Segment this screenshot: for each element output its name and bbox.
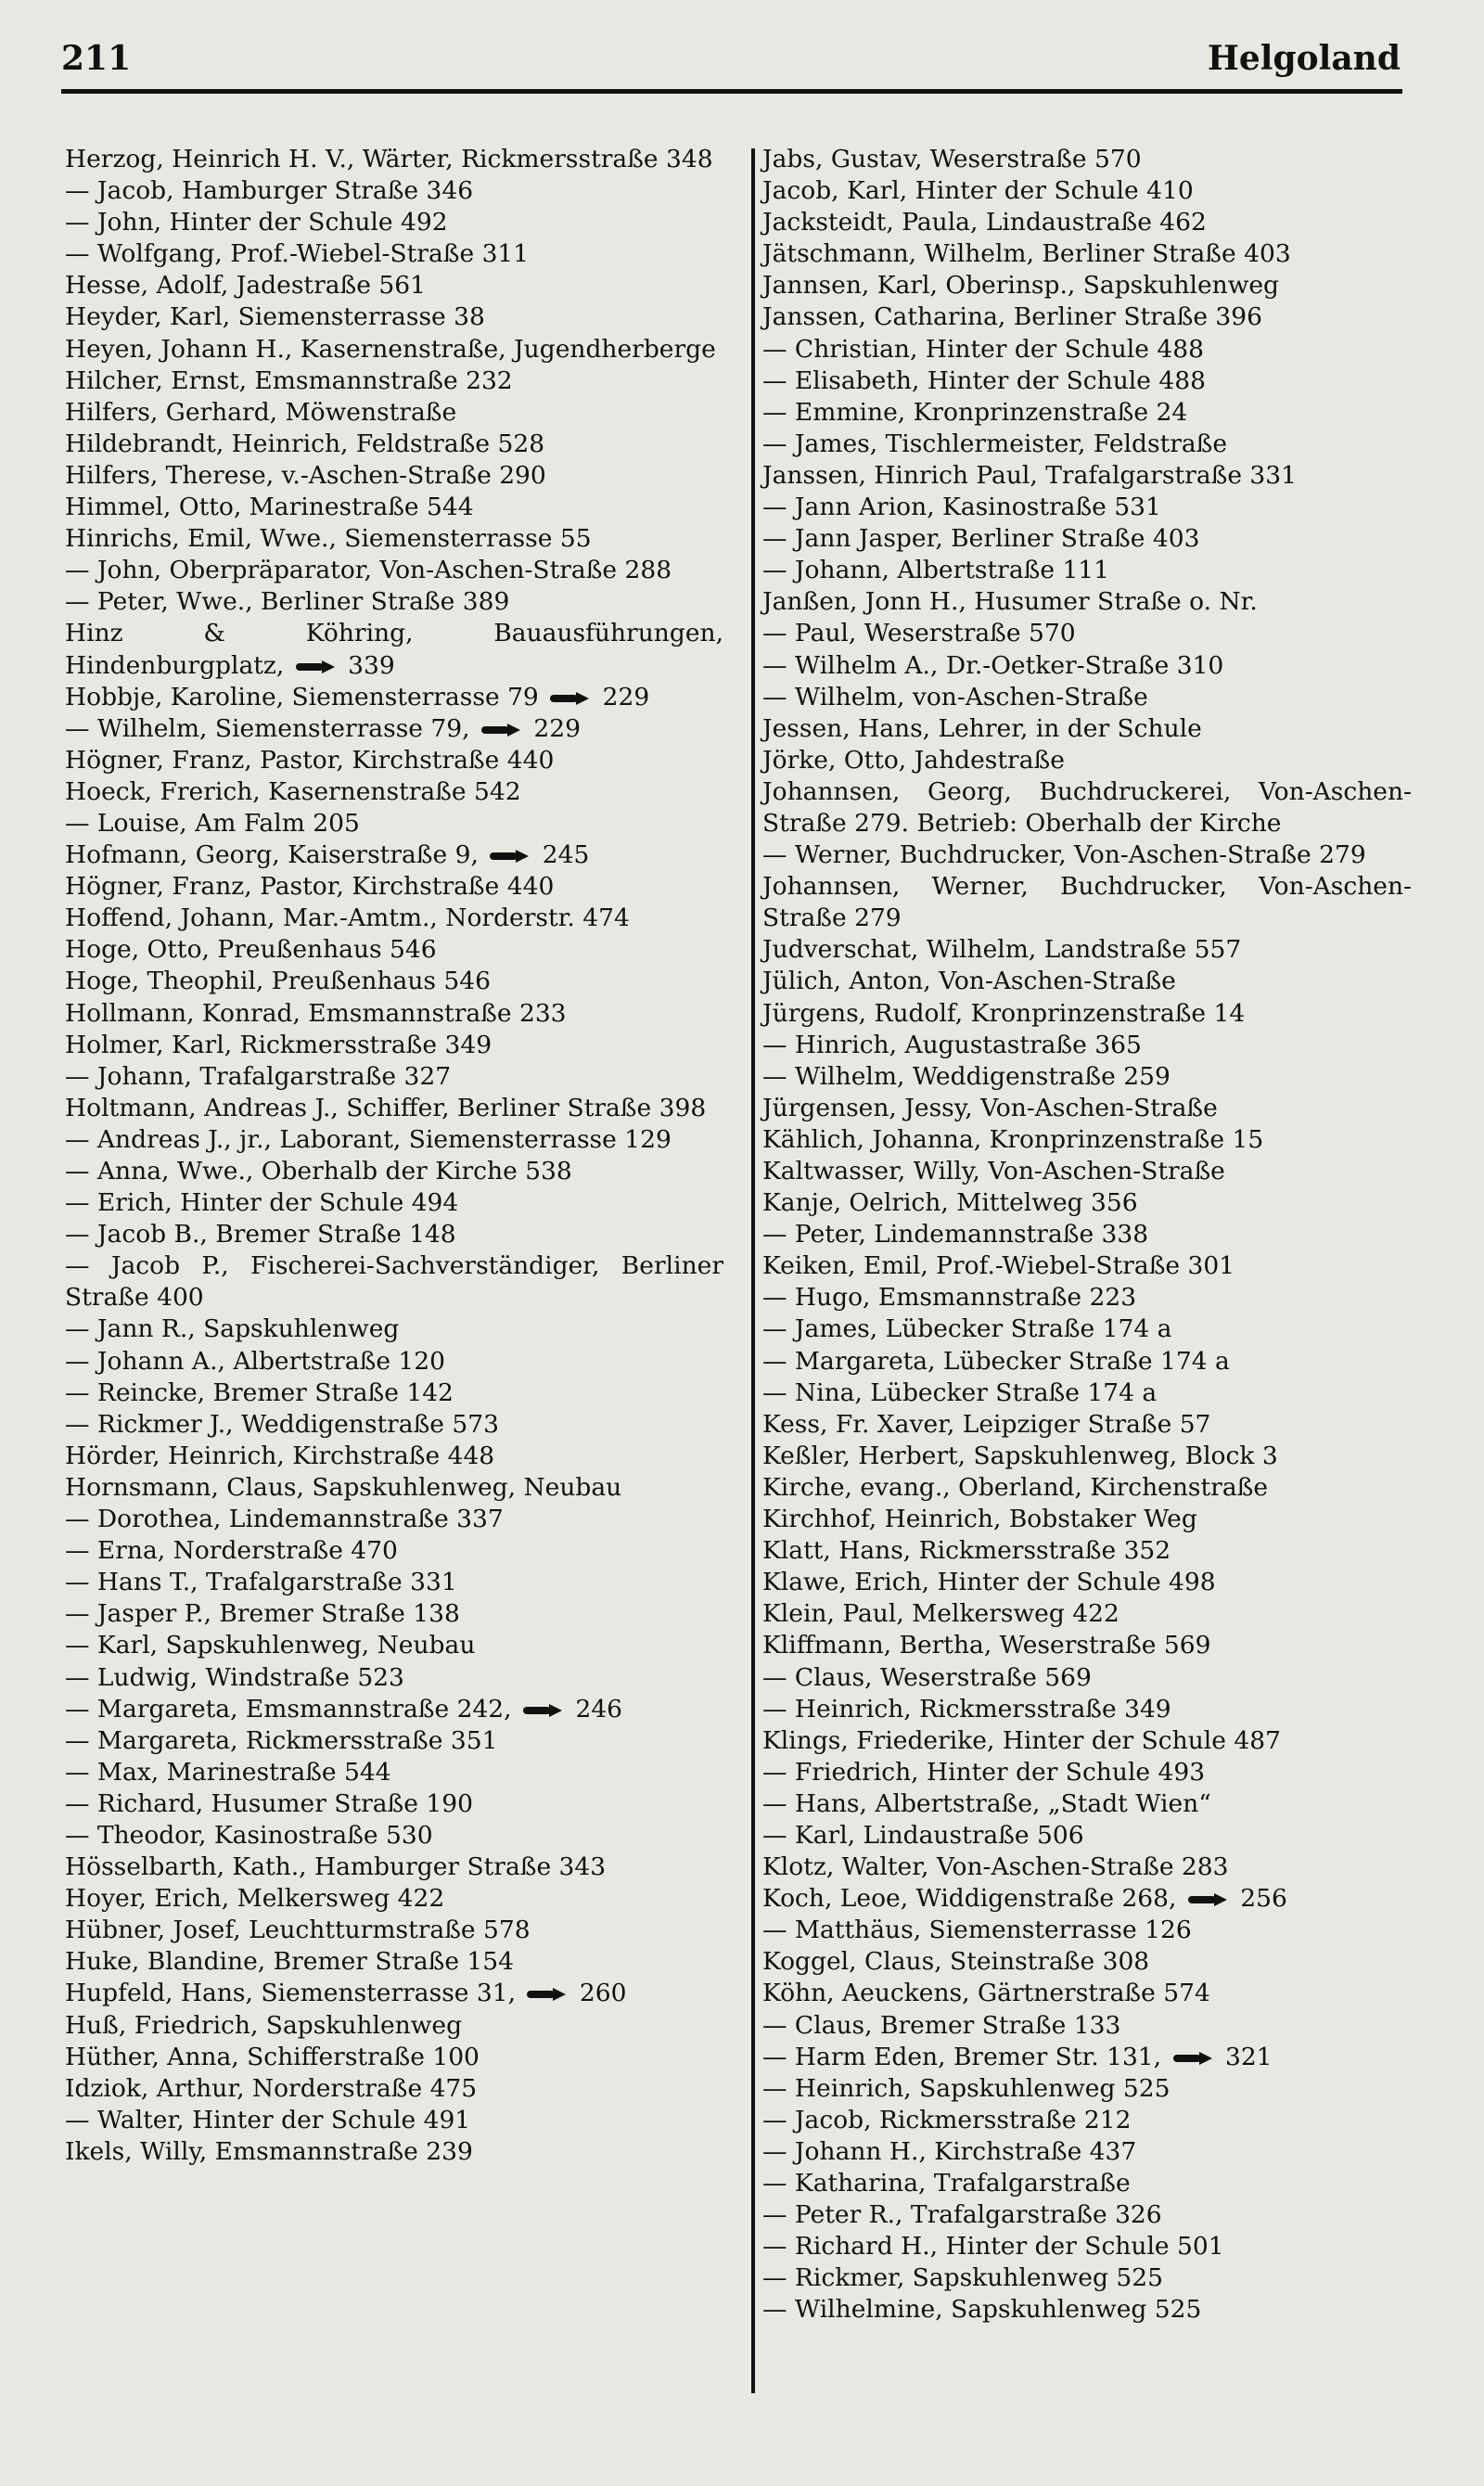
running-head: Helgoland [1207, 39, 1401, 78]
directory-entry: Hofmann, Georg, Kaiserstraße 9, 245 [65, 840, 590, 870]
left-column [65, 144, 723, 2168]
directory-entry: Jabs, Gustav, Weserstraße 570 [762, 145, 1142, 173]
directory-entry: — Wilhelm, Weddigenstraße 259 [762, 1061, 1171, 1091]
directory-entry: — Erna, Norderstraße 470 [65, 1536, 398, 1566]
directory-entry: Hinrichs, Emil, Wwe., Siemensterrasse 55 [65, 524, 592, 554]
directory-entry: — James, Tischlermeister, Feldstraße [762, 429, 1228, 458]
telephone-icon [1173, 2052, 1214, 2065]
directory-entry: — Richard, Husumer Straße 190 [65, 1788, 473, 1818]
telephone-icon [481, 724, 522, 737]
directory-entry: Hoge, Theophil, Preußenhaus 546 [65, 967, 492, 996]
directory-entry: Janßen, Jonn H., Husumer Straße o. Nr. [762, 587, 1258, 617]
directory-entry: Jacob, Karl, Hinter der Schule 410 [762, 176, 1194, 206]
directory-entry: — Hans, Albertstraße, „Stadt Wien“ [762, 1788, 1211, 1818]
directory-entry: Hildebrandt, Heinrich, Feldstraße 528 [65, 429, 545, 458]
directory-entry: — Theodor, Kasinostraße 530 [65, 1820, 433, 1850]
directory-entry: Hörder, Heinrich, Kirchstraße 448 [65, 1441, 495, 1470]
directory-entry: — Anna, Wwe., Oberhalb der Kirche 538 [65, 1157, 572, 1185]
directory-entry: — Johann A., Albertstraße 120 [65, 1346, 446, 1376]
directory-entry: — Karl, Sapskuhlenweg, Neubau [65, 1631, 476, 1660]
directory-entry: — Johann, Trafalgarstraße 327 [65, 1061, 452, 1091]
directory-entry: Himmel, Otto, Marinestraße 544 [65, 493, 474, 522]
directory-entry: Hilfers, Therese, v.-Aschen-Straße 290 [65, 460, 546, 490]
directory-entry: — Reincke, Bremer Straße 142 [65, 1378, 454, 1407]
directory-entry: — Peter R., Trafalgarstraße 326 [762, 2200, 1162, 2230]
directory-entry: Högner, Franz, Pastor, Kirchstraße 440 [65, 745, 555, 775]
directory-entry: — Wolfgang, Prof.-Wiebel-Straße 311 [65, 239, 530, 269]
directory-entry: Koggel, Claus, Steinstraße 308 [762, 1947, 1150, 1977]
directory-entry: Kanje, Oelrich, Mittelweg 356 [762, 1188, 1138, 1218]
directory-entry: Hilfers, Gerhard, Möwenstraße [65, 397, 457, 427]
directory-entry: Hoge, Otto, Preußenhaus 546 [65, 935, 437, 965]
directory-entry: Herzog, Heinrich H. V., Wärter, Rickmersstraße 348 [65, 145, 713, 173]
directory-entry: Huke, Blandine, Bremer Straße 154 [65, 1947, 515, 1977]
directory-entry: Hupfeld, Hans, Siemensterrasse 31, 260 [65, 1979, 627, 2008]
directory-entry: Holtmann, Andreas J., Schiffer, Berliner Straße 398 [65, 1093, 707, 1122]
directory-entry: Johannsen, Georg, Buchdruckerei, Von-Aschen-Straße 279. Betrieb: Oberhalb der Kirche [762, 776, 1412, 838]
directory-entry: — Elisabeth, Hinter der Schule 488 [762, 365, 1206, 395]
directory-entry: Jürgensen, Jessy, Von-Aschen-Straße [762, 1093, 1218, 1122]
directory-entry: — Ludwig, Windstraße 523 [65, 1662, 404, 1692]
directory-entry: Keßler, Herbert, Sapskuhlenweg, Block 3 [762, 1441, 1278, 1470]
directory-entry: — Jasper P., Bremer Straße 138 [65, 1599, 460, 1629]
telephone-icon [1188, 1893, 1229, 1906]
directory-entry: — Jacob P., Fischerei-Sachverständiger, Berliner Straße 400 [65, 1251, 723, 1313]
telephone-icon [490, 850, 531, 863]
column-divider [751, 148, 755, 2393]
telephone-icon [527, 1988, 568, 2001]
directory-entry: Klatt, Hans, Rickmersstraße 352 [762, 1536, 1171, 1566]
directory-entry: — Jacob, Hamburger Straße 346 [65, 176, 474, 206]
directory-entry: Keiken, Emil, Prof.-Wiebel-Straße 301 [762, 1251, 1235, 1281]
directory-entry: — Margareta, Emsmannstraße 242, 246 [65, 1694, 623, 1724]
directory-entry: Hösselbarth, Kath., Hamburger Straße 343 [65, 1852, 607, 1882]
directory-entry: — John, Hinter der Schule 492 [65, 208, 448, 237]
directory-entry: — James, Lübecker Straße 174 a [762, 1314, 1172, 1344]
directory-entry: — John, Oberpräparator, Von-Aschen-Straße 288 [65, 556, 672, 585]
directory-entry: — Margareta, Lübecker Straße 174 a [762, 1346, 1230, 1376]
directory-entry: — Christian, Hinter der Schule 488 [762, 334, 1204, 364]
directory-entry: — Hugo, Emsmannstraße 223 [762, 1283, 1137, 1313]
directory-entry: Heyder, Karl, Siemensterrasse 38 [65, 302, 485, 332]
directory-entry: — Walter, Hinter der Schule 491 [65, 2105, 471, 2134]
directory-entry: Hobbje, Karoline, Siemensterrasse 79 229 [65, 682, 650, 711]
directory-entry: Jessen, Hans, Lehrer, in der Schule [762, 713, 1202, 743]
directory-entry: — Nina, Lübecker Straße 174 a [762, 1378, 1158, 1407]
directory-entry: — Jacob, Rickmersstraße 212 [762, 2105, 1132, 2134]
directory-entry: Hüther, Anna, Schifferstraße 100 [65, 2042, 480, 2071]
directory-entry: — Louise, Am Falm 205 [65, 808, 360, 838]
directory-entry: — Peter, Lindemannstraße 338 [762, 1220, 1149, 1249]
directory-entry: Klotz, Walter, Von-Aschen-Straße 283 [762, 1852, 1229, 1882]
directory-entry: — Richard H., Hinter der Schule 501 [762, 2232, 1224, 2262]
directory-entry: Huß, Friedrich, Sapskuhlenweg [65, 2010, 463, 2040]
directory-entry: Kaltwasser, Willy, Von-Aschen-Straße [762, 1157, 1225, 1185]
telephone-icon [550, 692, 591, 705]
page-number: 211 [61, 39, 132, 78]
directory-entry: Jörke, Otto, Jahdestraße [762, 745, 1065, 775]
directory-entry: — Katharina, Trafalgarstraße [762, 2169, 1131, 2198]
directory-entry: Kirchhof, Heinrich, Bobstaker Weg [762, 1505, 1197, 1534]
directory-entry: Hinz & Köhring, Bauausführungen, Hindenburgplatz, 339 [65, 619, 723, 680]
directory-entry: — Friedrich, Hinter der Schule 493 [762, 1757, 1206, 1787]
directory-entry: Idziok, Arthur, Norderstraße 475 [65, 2073, 478, 2103]
directory-entry: — Andreas J., jr., Laborant, Siemensterrasse 129 [65, 1124, 672, 1154]
directory-entry: Hoyer, Erich, Melkersweg 422 [65, 1884, 445, 1914]
directory-entry: Johannsen, Werner, Buchdrucker, Von-Aschen-Straße 279 [762, 872, 1412, 933]
directory-entry: — Margareta, Rickmersstraße 351 [65, 1725, 498, 1755]
directory-entry: — Heinrich, Sapskuhlenweg 525 [762, 2073, 1171, 2103]
directory-entry: — Hans T., Trafalgarstraße 331 [65, 1568, 457, 1597]
directory-entry: Jacksteidt, Paula, Lindaustraße 462 [762, 208, 1207, 237]
directory-entry: — Dorothea, Lindemannstraße 337 [65, 1505, 504, 1534]
directory-entry: Janssen, Catharina, Berliner Straße 396 [762, 302, 1263, 332]
directory-entry: — Rickmer J., Weddigenstraße 573 [65, 1409, 499, 1439]
directory-entry: — Hinrich, Augustastraße 365 [762, 1030, 1142, 1059]
directory-entry: Holmer, Karl, Rickmersstraße 349 [65, 1030, 493, 1059]
directory-entry: Jannsen, Karl, Oberinsp., Sapskuhlenweg [762, 271, 1280, 301]
directory-entry: — Wilhelmine, Sapskuhlenweg 525 [762, 2295, 1202, 2325]
directory-entry: — Erich, Hinter der Schule 494 [65, 1188, 459, 1218]
directory-entry: Ikels, Willy, Emsmannstraße 239 [65, 2136, 473, 2166]
directory-entry: Köhn, Aeuckens, Gärtnerstraße 574 [762, 1979, 1210, 2008]
telephone-icon [296, 660, 337, 673]
directory-entry: Hesse, Adolf, Jadestraße 561 [65, 271, 426, 301]
directory-entry: Koch, Leoe, Widdigenstraße 268, 256 [762, 1884, 1287, 1914]
directory-entry: — Jacob B., Bremer Straße 148 [65, 1220, 456, 1249]
directory-entry: Kess, Fr. Xaver, Leipziger Straße 57 [762, 1409, 1211, 1439]
directory-entry: Hoeck, Frerich, Kasernenstraße 542 [65, 776, 521, 806]
directory-entry: — Harm Eden, Bremer Str. 131, 321 [762, 2042, 1273, 2071]
directory-entry: — Wilhelm A., Dr.-Oetker-Straße 310 [762, 650, 1224, 680]
directory-entry: — Claus, Weserstraße 569 [762, 1662, 1092, 1692]
directory-entry: — Jann Jasper, Berliner Straße 403 [762, 524, 1200, 554]
directory-entry: Jätschmann, Wilhelm, Berliner Straße 403 [762, 239, 1291, 269]
directory-entry: — Max, Marinestraße 544 [65, 1757, 391, 1787]
directory-entry: Klawe, Erich, Hinter der Schule 498 [762, 1568, 1216, 1597]
directory-entry: Jürgens, Rudolf, Kronprinzenstraße 14 [762, 998, 1246, 1028]
directory-entry: — Jann Arion, Kasinostraße 531 [762, 493, 1161, 522]
directory-entry: Klein, Paul, Melkersweg 422 [762, 1599, 1119, 1629]
directory-entry: — Rickmer, Sapskuhlenweg 525 [762, 2263, 1163, 2293]
directory-entry: — Jann R., Sapskuhlenweg [65, 1314, 400, 1344]
directory-entry: Hornsmann, Claus, Sapskuhlenweg, Neubau [65, 1472, 622, 1502]
directory-entry: — Werner, Buchdrucker, Von-Aschen-Straße 279 [762, 840, 1366, 870]
directory-entry: Judverschat, Wilhelm, Landstraße 557 [762, 935, 1242, 965]
directory-entry: — Heinrich, Rickmersstraße 349 [762, 1694, 1171, 1724]
directory-entry: Högner, Franz, Pastor, Kirchstraße 440 [65, 872, 555, 902]
telephone-icon [523, 1704, 564, 1717]
directory-entry: — Wilhelm, Siemensterrasse 79, 229 [65, 713, 581, 743]
directory-entry: Hübner, Josef, Leuchtturmstraße 578 [65, 1916, 531, 1945]
directory-entry: — Paul, Weserstraße 570 [762, 619, 1076, 648]
directory-entry: — Matthäus, Siemensterrasse 126 [762, 1916, 1192, 1945]
header-rule [61, 89, 1402, 94]
directory-entry: — Johann H., Kirchstraße 437 [762, 2136, 1137, 2166]
directory-entry: Hoffend, Johann, Mar.-Amtm., Norderstr. 474 [65, 903, 630, 933]
directory-entry: Kliffmann, Bertha, Weserstraße 569 [762, 1631, 1211, 1660]
directory-entry: Hollmann, Konrad, Emsmannstraße 233 [65, 998, 567, 1028]
right-column [762, 144, 1412, 2326]
directory-entry: — Johann, Albertstraße 111 [762, 556, 1110, 585]
directory-entry: Hilcher, Ernst, Emsmannstraße 232 [65, 365, 513, 395]
directory-entry: Janssen, Hinrich Paul, Trafalgarstraße 331 [762, 460, 1297, 490]
directory-entry: Heyen, Johann H., Kasernenstraße, Jugendherberge [65, 334, 716, 364]
directory-entry: — Peter, Wwe., Berliner Straße 389 [65, 587, 510, 617]
directory-entry: — Claus, Bremer Straße 133 [762, 2010, 1121, 2040]
directory-entry: Klings, Friederike, Hinter der Schule 487 [762, 1725, 1281, 1755]
directory-entry: — Wilhelm, von-Aschen-Straße [762, 682, 1148, 711]
directory-entry: — Emmine, Kronprinzenstraße 24 [762, 397, 1188, 427]
directory-entry: Kirche, evang., Oberland, Kirchenstraße [762, 1472, 1269, 1502]
directory-entry: Jülich, Anton, Von-Aschen-Straße [762, 967, 1176, 996]
directory-entry: — Karl, Lindaustraße 506 [762, 1820, 1084, 1850]
directory-entry: Kählich, Johanna, Kronprinzenstraße 15 [762, 1124, 1264, 1154]
